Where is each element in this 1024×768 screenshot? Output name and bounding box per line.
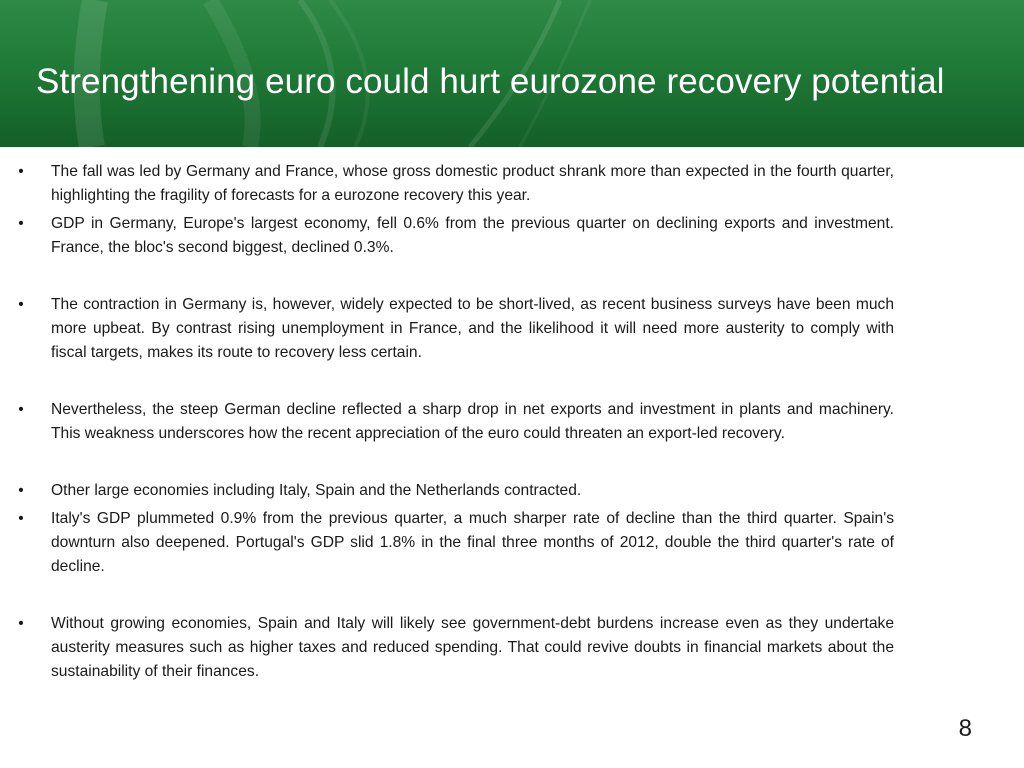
bullet-icon: • [18, 296, 24, 313]
bullet-item [14, 160, 894, 208]
bullet-item [14, 293, 894, 365]
bullet-item [14, 507, 894, 579]
bullet-list [14, 160, 894, 688]
bullet-icon: • [18, 401, 24, 418]
bullet-text: The contraction in Germany is, however, widely expected to be short-lived, as recent business surveys have been much more upbeat. By contrast rising unemployment in France, and the likelihood it will need more austerity to comply with fiscal targets, makes its route to recovery less certain. [51, 296, 894, 361]
bullet-text: Without growing economies, Spain and Italy will likely see government-debt burdens increase even as they undertake austerity measures such as higher taxes and reduced spending. That could revive doubts in financial markets about the sustainability of their finances. [51, 615, 894, 680]
bullet-item [14, 479, 894, 503]
page-number: 8 [958, 715, 972, 742]
bullet-item [14, 398, 894, 446]
bullet-text: Nevertheless, the steep German decline reflected a sharp drop in net exports and investment in plants and machinery. This weakness underscores how the recent appreciation of the euro could threaten an export-led recovery. [51, 401, 894, 442]
bullet-text: Other large economies including Italy, Spain and the Netherlands contracted. [51, 482, 582, 499]
slide-title: Strengthening euro could hurt eurozone recovery potential [36, 62, 945, 101]
bullet-icon: • [18, 615, 24, 632]
bullet-icon: • [18, 163, 24, 180]
bullet-item [14, 212, 894, 260]
bullet-text: The fall was led by Germany and France, whose gross domestic product shrank more than expected in the fourth quarter, highlighting the fragility of forecasts for a eurozone recovery this year. [51, 163, 894, 204]
bullet-icon: • [18, 215, 24, 232]
bullet-icon: • [18, 510, 24, 527]
bullet-item [14, 612, 894, 684]
bullet-icon: • [18, 482, 24, 499]
bullet-text: GDP in Germany, Europe's largest economy, fell 0.6% from the previous quarter on declining exports and investment. France, the bloc's second biggest, declined 0.3%. [51, 215, 894, 256]
title-banner [0, 0, 1024, 147]
bullet-text: Italy's GDP plummeted 0.9% from the previous quarter, a much sharper rate of decline than the third quarter. Spain's downturn also deepened. Portugal's GDP slid 1.8% in the final three months of 2012, double the third quarter's rate of decline. [51, 510, 894, 575]
